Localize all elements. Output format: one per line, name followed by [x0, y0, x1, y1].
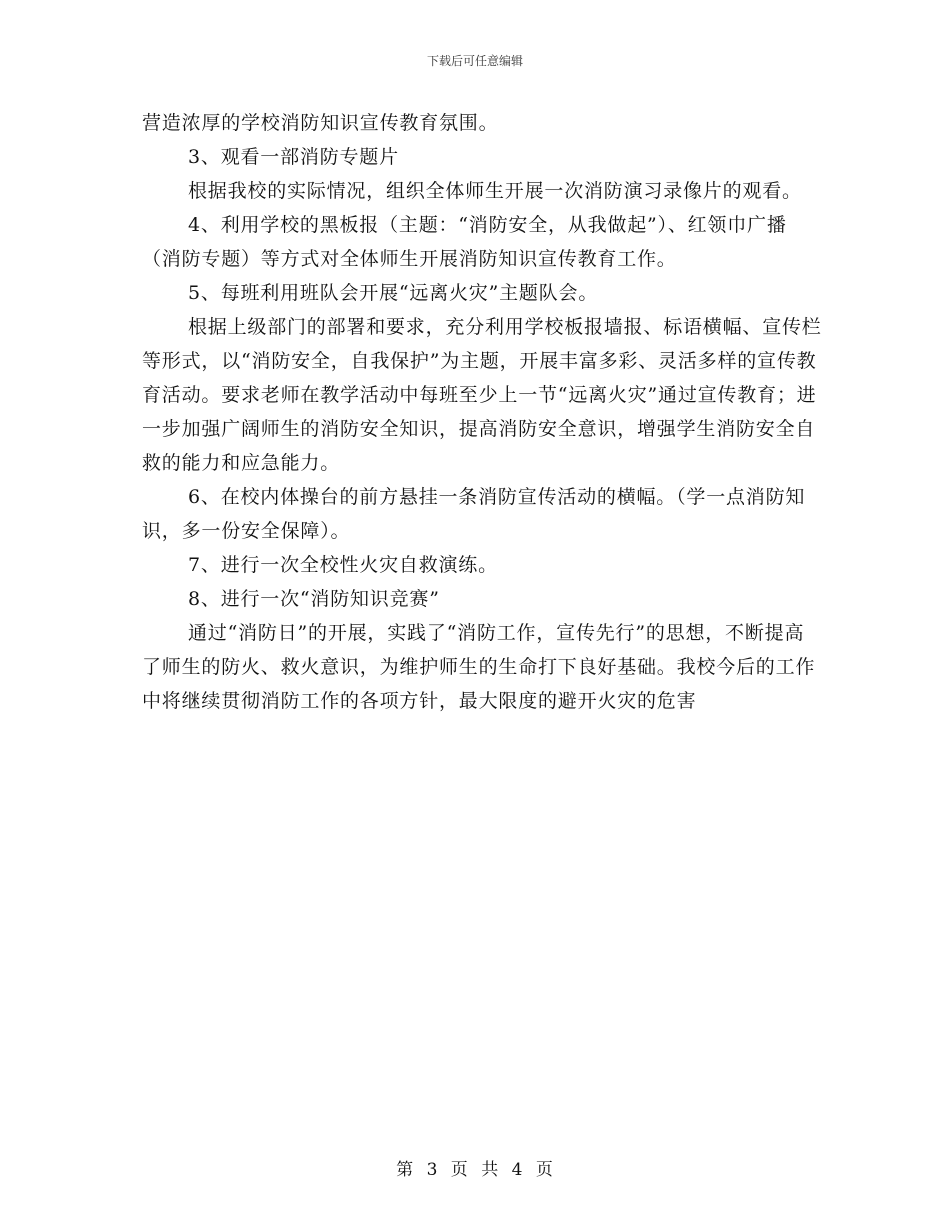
paragraph-item-6: 6、在校内体操台的前方悬挂一条消防宣传活动的横幅。（学一点消防知识，多一份安全保障）。 [142, 486, 806, 542]
page-footer [0, 1155, 950, 1180]
paragraph-item-8: 8、进行一次“消防知识竞赛” [188, 588, 440, 610]
footer-total-pages: 4 [511, 1160, 524, 1180]
footer-total-word: 共 [481, 1160, 500, 1180]
paragraph-item-5: 5、每班利用班队会开展“远离火灾”主题队会。 [188, 282, 599, 304]
paragraph-item-3-detail: 根据我校的实际情况，组织全体师生开展一次消防演习录像片的观看。 [188, 180, 802, 202]
footer-page-word: 页 [450, 1160, 469, 1180]
paragraph-item-3: 3、观看一部消防专题片 [188, 146, 399, 168]
footer-suffix: 页 [535, 1160, 554, 1180]
paragraph-item-7: 7、进行一次全校性火灾自救演练。 [188, 554, 498, 576]
paragraph-item-5-detail: 根据上级部门的部署和要求，充分利用学校板报墙报、标语横幅、宣传栏等形式，以“消防安全，自我保护”为主题，开展丰富多彩、灵活多样的宣传教育活动。要求老师在教学活动中每班至少上一节“远离火灾”通过宣传教育；进一步加强广阔师生的消防安全知识，提高消防安全意识，增强学生消防安全自救的能力和应急能力。 [142, 316, 822, 474]
page-header: 下载后可任意编辑 [426, 54, 523, 68]
paragraph-item-4: 4、利用学校的黑板报（主题：“消防安全，从我做起”）、红领巾广播（消防专题）等方式对全体师生开展消防知识宣传教育工作。 [142, 214, 787, 270]
footer-prefix: 第 [396, 1160, 415, 1180]
paragraph-continuation: 营造浓厚的学校消防知识宣传教育氛围。 [142, 112, 499, 134]
footer-current-page: 3 [426, 1160, 439, 1180]
document-body [142, 106, 822, 718]
paragraph-conclusion: 通过“消防日”的开展，实践了“消防工作，宣传先行”的思想，不断提高了师生的防火、救火意识，为维护师生的生命打下良好基础。我校今后的工作中将继续贯彻消防工作的各项方针，最大限度的避开火灾的危害 [142, 622, 816, 712]
